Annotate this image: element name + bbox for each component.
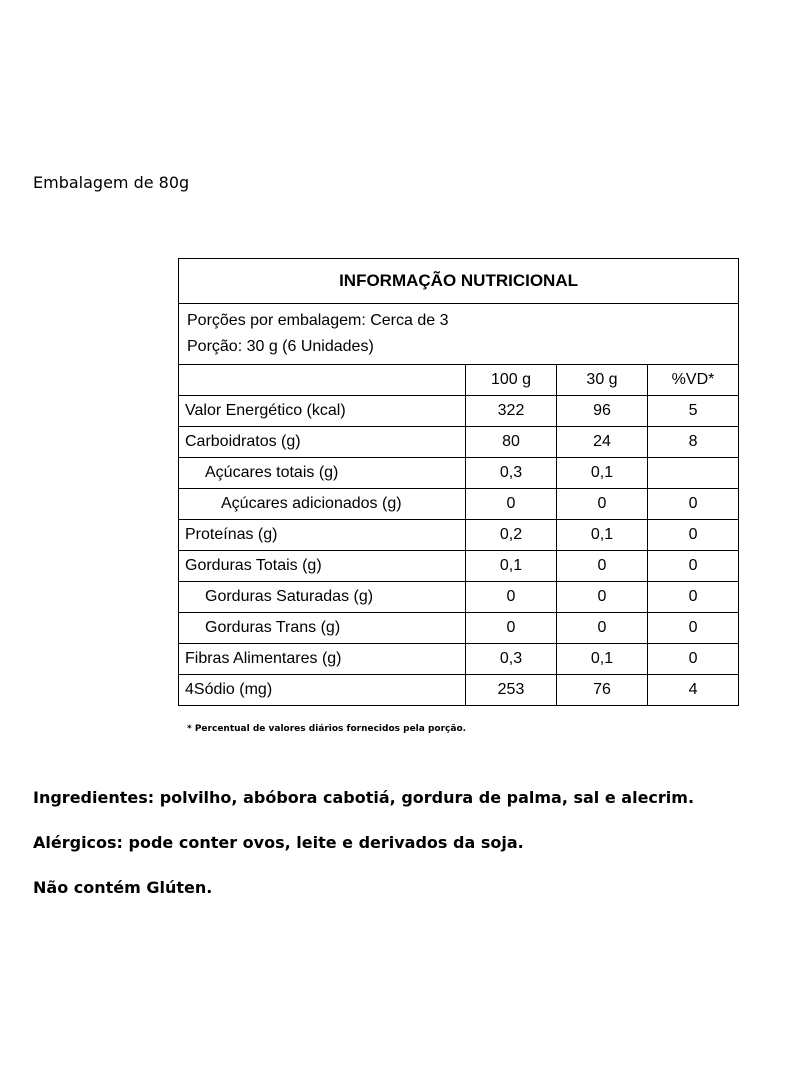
serving-info-row (179, 304, 739, 365)
table-row (179, 458, 739, 489)
servings-per-package: Porções por embalagem: Cerca de 3 (187, 312, 449, 329)
value-100g: 0,3 (466, 458, 557, 489)
header-30g: 30 g (557, 365, 648, 396)
serving-size: Porção: 30 g (6 Unidades) (187, 338, 374, 355)
value-100g: 0 (466, 489, 557, 520)
table-row (179, 551, 739, 582)
value-vd: 8 (648, 427, 739, 458)
package-size-text: Embalagem de 80g (33, 173, 190, 192)
table-row (179, 613, 739, 644)
value-30g: 76 (557, 675, 648, 706)
nutrient-label: Proteínas (g) (179, 520, 466, 551)
table-row (179, 582, 739, 613)
value-30g: 0 (557, 613, 648, 644)
value-100g: 80 (466, 427, 557, 458)
value-30g: 0,1 (557, 520, 648, 551)
gluten-text: Não contém Glúten. (33, 878, 213, 897)
table-row (179, 644, 739, 675)
header-100g: 100 g (466, 365, 557, 396)
value-100g: 0 (466, 613, 557, 644)
nutrient-label: Açúcares adicionados (g) (179, 489, 466, 520)
value-vd: 5 (648, 396, 739, 427)
value-100g: 253 (466, 675, 557, 706)
table-title: INFORMAÇÃO NUTRICIONAL (179, 259, 739, 304)
value-vd: 0 (648, 551, 739, 582)
nutrition-facts-table (178, 258, 739, 706)
table-row (179, 675, 739, 706)
value-vd: 4 (648, 675, 739, 706)
footnote: * Percentual de valores diários fornecidos pela porção. (187, 724, 467, 734)
value-30g: 96 (557, 396, 648, 427)
ingredients-text: Ingredientes: polvilho, abóbora cabotiá, gordura de palma, sal e alecrim. (33, 788, 695, 807)
nutrient-label: Gorduras Saturadas (g) (179, 582, 466, 613)
nutrient-label: Fibras Alimentares (g) (179, 644, 466, 675)
value-100g: 0,3 (466, 644, 557, 675)
value-vd: 0 (648, 613, 739, 644)
value-vd: 0 (648, 582, 739, 613)
value-vd: 0 (648, 520, 739, 551)
value-vd: 0 (648, 644, 739, 675)
nutrient-label: Gorduras Trans (g) (179, 613, 466, 644)
header-label-cell (179, 365, 466, 396)
nutrient-label: Carboidratos (g) (179, 427, 466, 458)
value-100g: 322 (466, 396, 557, 427)
value-30g: 24 (557, 427, 648, 458)
value-30g: 0,1 (557, 458, 648, 489)
table-row (179, 489, 739, 520)
header-row (179, 365, 739, 396)
nutrient-label: Açúcares totais (g) (179, 458, 466, 489)
table-title-row (179, 259, 739, 304)
value-100g: 0,1 (466, 551, 557, 582)
table-row (179, 396, 739, 427)
table-row (179, 427, 739, 458)
header-vd: %VD* (648, 365, 739, 396)
value-100g: 0,2 (466, 520, 557, 551)
table-row (179, 520, 739, 551)
nutrient-label: Valor Energético (kcal) (179, 396, 466, 427)
nutrient-label: 4Sódio (mg) (179, 675, 466, 706)
value-30g: 0 (557, 489, 648, 520)
value-30g: 0 (557, 551, 648, 582)
value-30g: 0,1 (557, 644, 648, 675)
value-vd: 0 (648, 489, 739, 520)
value-30g: 0 (557, 582, 648, 613)
value-vd (648, 458, 739, 489)
allergens-text: Alérgicos: pode conter ovos, leite e derivados da soja. (33, 833, 524, 852)
serving-info (179, 304, 739, 365)
value-100g: 0 (466, 582, 557, 613)
nutrient-label: Gorduras Totais (g) (179, 551, 466, 582)
